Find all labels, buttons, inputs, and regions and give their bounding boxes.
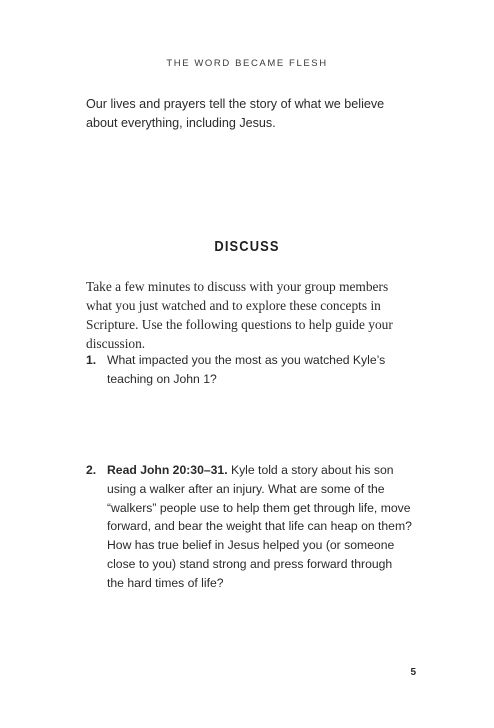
running-header: THE WORD BECAME FLESH xyxy=(166,58,328,69)
discuss-intro-paragraph: Take a few minutes to discuss with your group members what you just watched and to explore these concepts in Scripture. Use the following questions to help guide your discussion. xyxy=(86,279,393,351)
question-body: Kyle told a story about his son using a walker after an injury. What are some of the “walkers” people use to help them get through life, move forward, and bear the weight that life can heap on them? How has true belief in Jesus helped you (or someone close to you) stand strong and press forward through the hard times of life? xyxy=(107,463,412,590)
intro-paragraph: Our lives and prayers tell the story of what we believe about everything, including Jesus. xyxy=(86,97,385,130)
question-number: 1. xyxy=(86,353,97,367)
question-text xyxy=(107,351,412,389)
question-1 xyxy=(86,351,412,389)
question-body: What impacted you the most as you watched Kyle’s teaching on John 1? xyxy=(107,353,386,386)
section-title: DISCUSS xyxy=(214,238,280,255)
question-lead: Read John 20:30–31. xyxy=(107,463,228,477)
question-text xyxy=(107,461,412,593)
question-2 xyxy=(86,461,412,593)
question-number: 2. xyxy=(86,463,97,477)
page-number: 5 xyxy=(410,667,416,678)
